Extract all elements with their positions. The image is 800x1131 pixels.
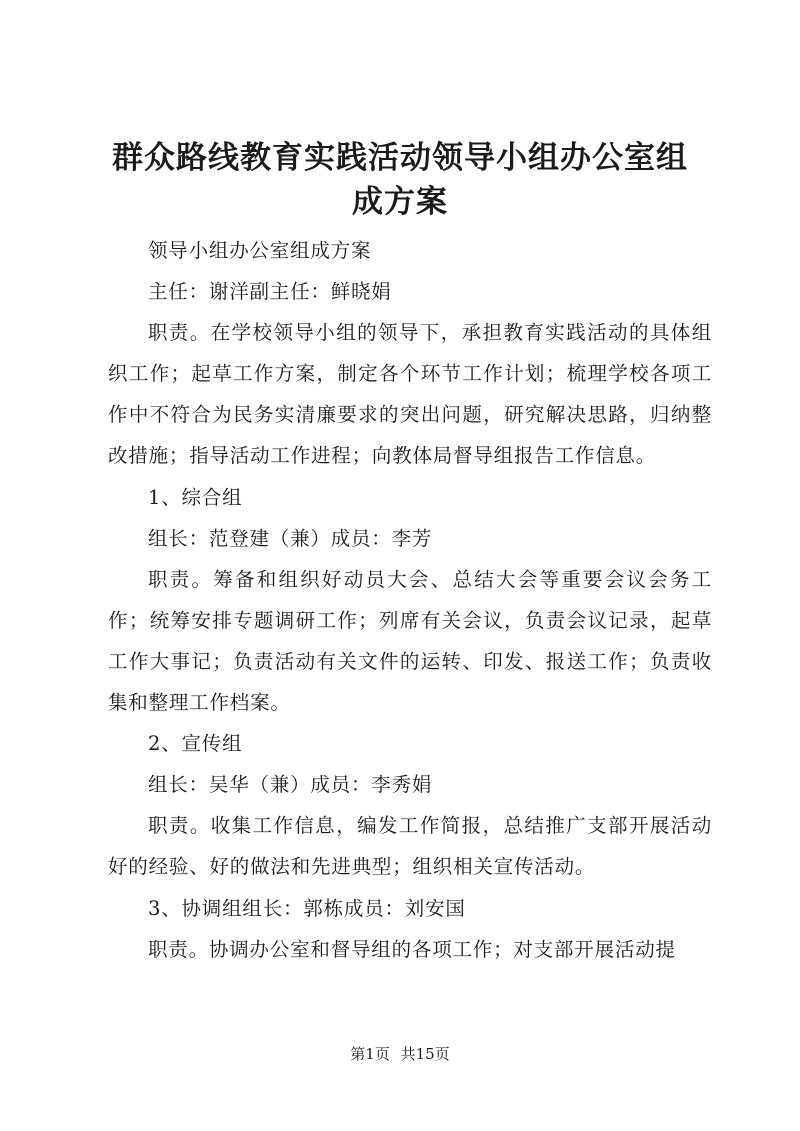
document-title: 群众路线教育实践活动领导小组办公室组成方案 [112, 140, 688, 220]
page-footer [0, 1044, 800, 1064]
subtitle-paragraph: 领导小组办公室组成方案 [148, 239, 372, 262]
comprehensive-members-paragraph: 组长：范登建（兼）成员：李芳 [148, 526, 433, 550]
section-heading-comprehensive: 1、综合组 [148, 485, 243, 509]
publicity-duties-paragraph: 职责。收集工作信息，编发工作简报，总结推广支部开展活动好的经验、好的做法和先进典型；组织相关宣传活动。 [108, 814, 712, 879]
document-body [108, 230, 712, 970]
page-number: 第1页 [350, 1045, 390, 1063]
publicity-members-paragraph: 组长：吴华（兼）成员：李秀娟 [148, 773, 433, 797]
section-heading-coordination: 3、协调组组长：郭栋成员：刘安国 [148, 896, 466, 920]
coordination-duties-paragraph: 职责。协调办公室和督导组的各项工作；对支部开展活动提 [148, 937, 676, 961]
office-duties-paragraph: 职责。在学校领导小组的领导下，承担教育实践活动的具体组织工作；起草工作方案，制定各个环节工作计划；梳理学校各项工作中不符合为民务实清廉要求的突出问题，研究解决思路，归纳整改措施；指导活动工作进程；向教体局督导组报告工作信息。 [108, 321, 712, 468]
director-paragraph: 主任：谢洋副主任：鲜晓娟 [148, 280, 392, 304]
page-total: 共15页 [400, 1045, 450, 1063]
comprehensive-duties-paragraph: 职责。筹备和组织好动员大会、总结大会等重要会议会务工作；统筹安排专题调研工作；列席有关会议，负责会议记录，起草工作大事记；负责活动有关文件的运转、印发、报送工作；负责收集和整理工作档案。 [108, 567, 712, 715]
section-heading-publicity: 2、宣传组 [148, 732, 243, 756]
